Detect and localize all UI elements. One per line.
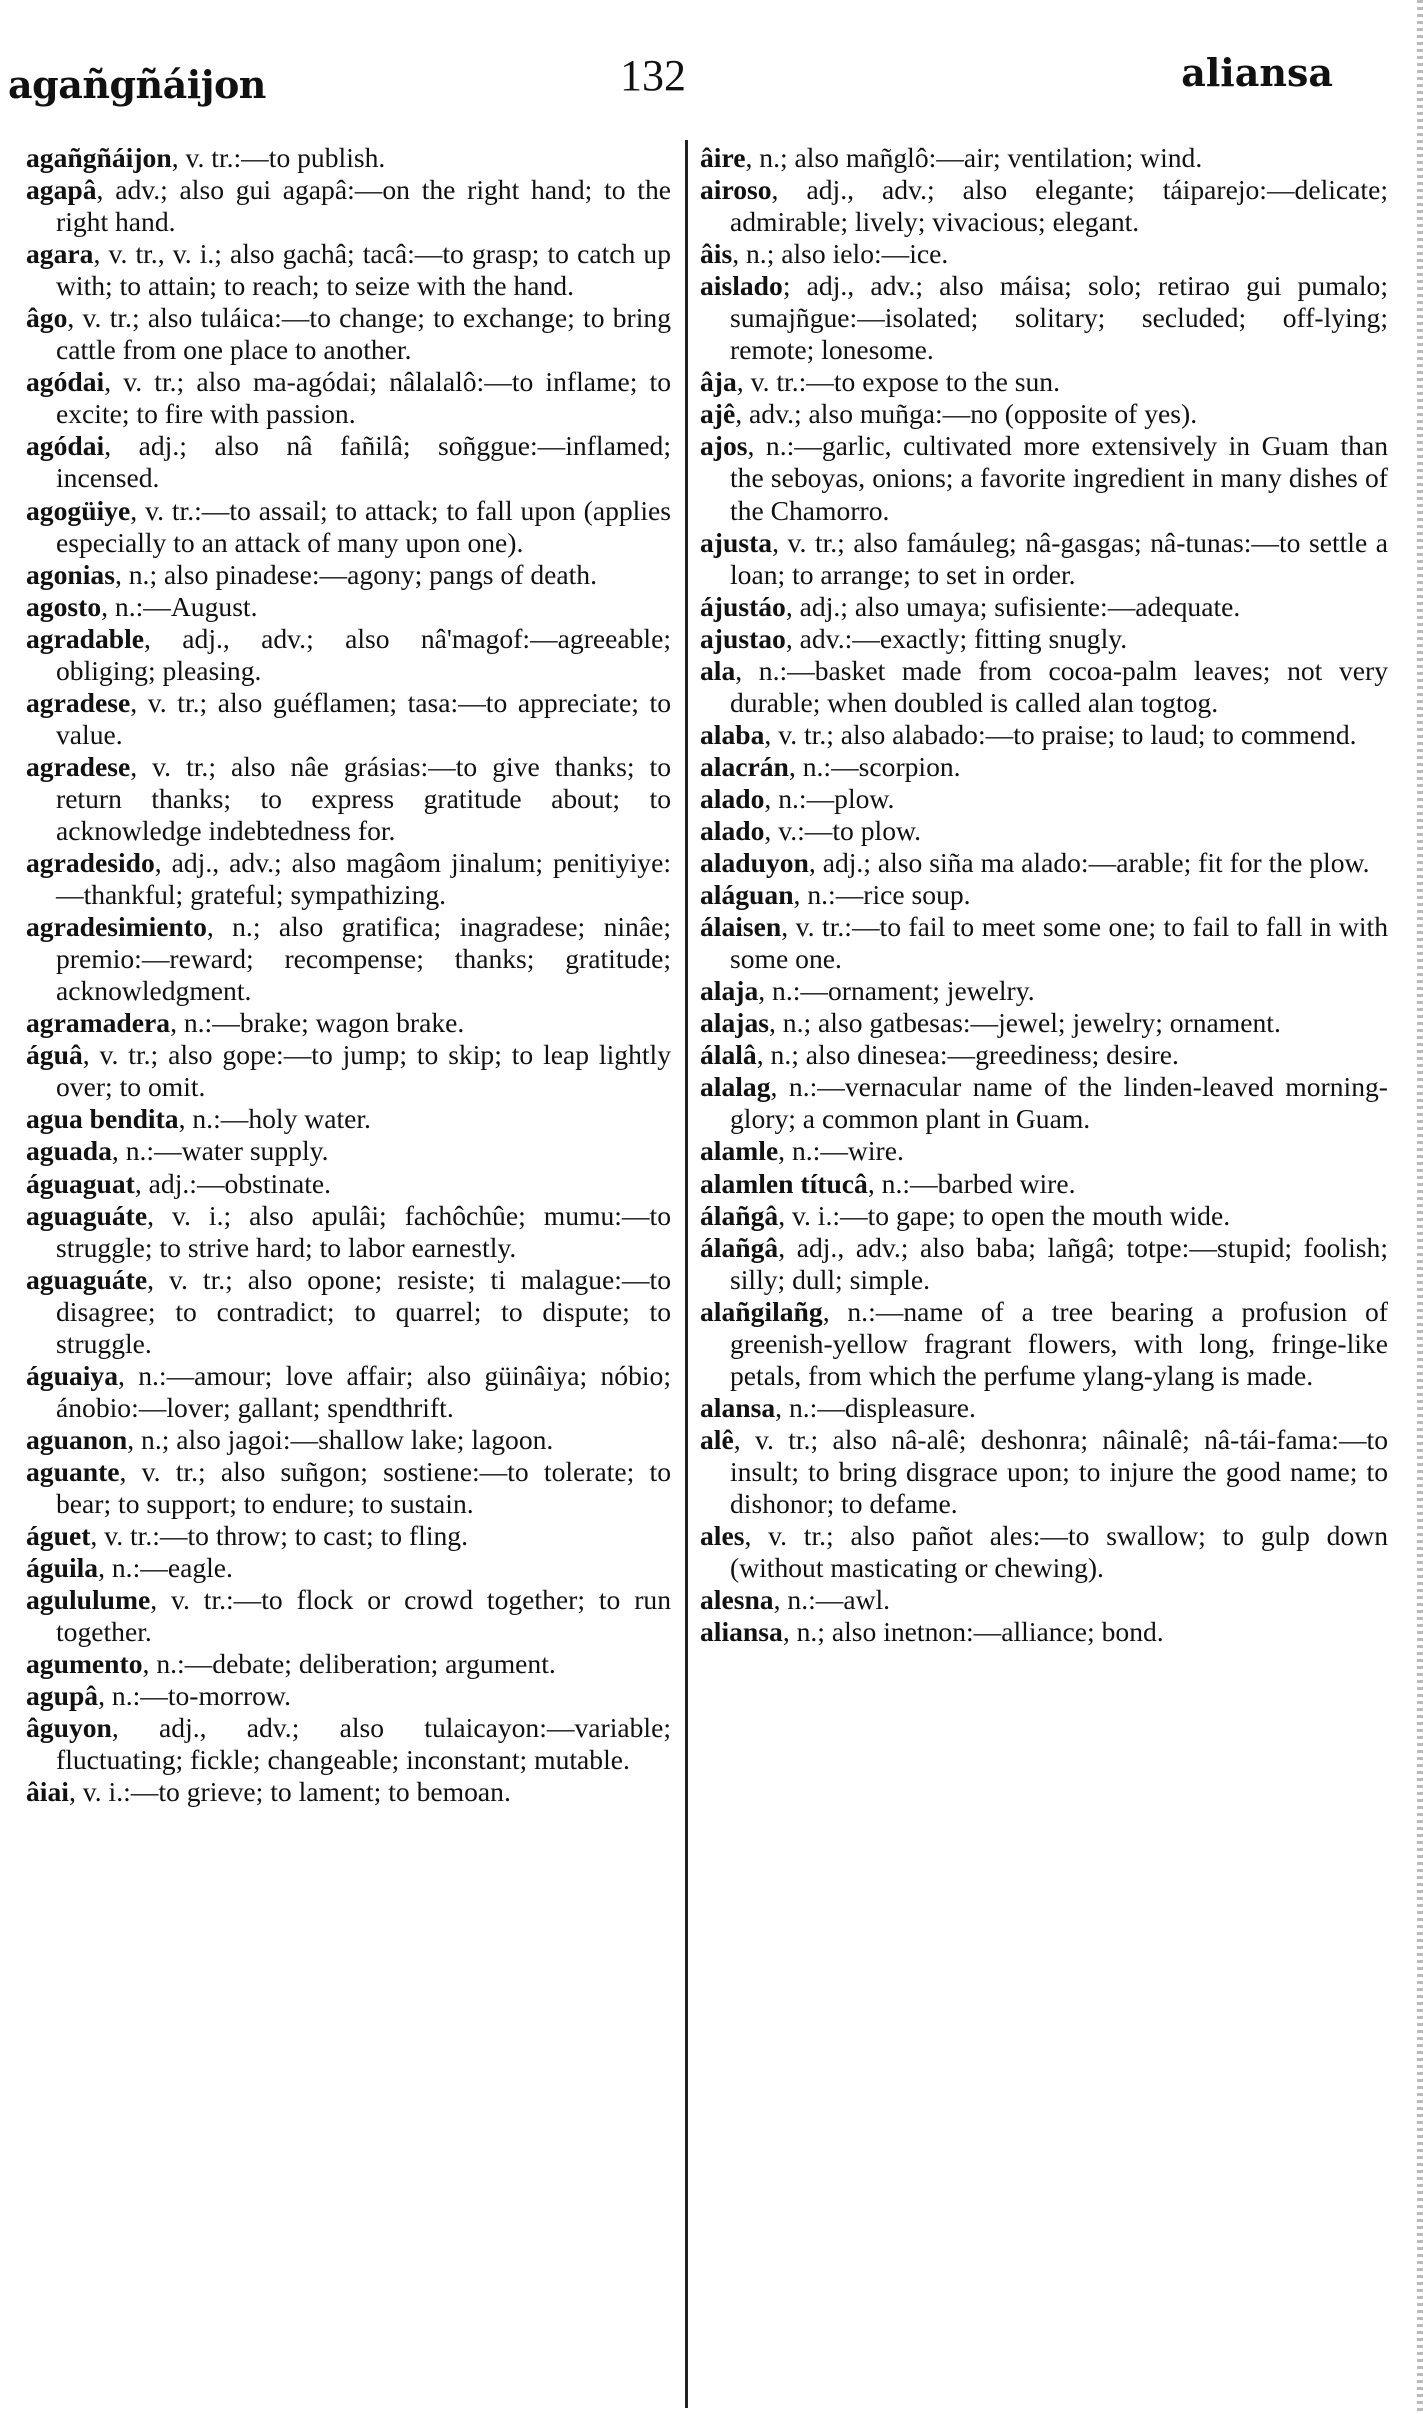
headword: aguaguáte bbox=[26, 1263, 148, 1295]
dictionary-entry: aladuyon, adj.; also siña ma alado:—arable; fit for the plow. bbox=[700, 847, 1370, 879]
dictionary-entry: águaguat, adj.:—obstinate. bbox=[26, 1167, 332, 1199]
dictionary-entry: aguada, n.:—water supply. bbox=[26, 1135, 329, 1167]
dictionary-entry: agululume, v. tr.:—to flock or crowd together; to run together. bbox=[26, 1584, 671, 1648]
headword: âguyon bbox=[26, 1712, 112, 1744]
page-edge bbox=[1417, 0, 1423, 2414]
dictionary-entry: águaiya, n.:—amour; love affair; also güinâiya; nóbio; ánobio:—lover; gallant; spendthrift. bbox=[26, 1359, 671, 1423]
left-guide-word: agañgñáijon bbox=[8, 62, 266, 107]
right-guide-word: aliansa bbox=[1181, 50, 1333, 95]
headword: agumento bbox=[26, 1648, 143, 1680]
dictionary-entry: alansa, n.:—displeasure. bbox=[700, 1391, 976, 1423]
headword: aguaguáte bbox=[26, 1199, 148, 1231]
headword: aguanon bbox=[26, 1423, 128, 1455]
dictionary-entry: agapâ, adv.; also gui agapâ:—on the right hand; to the right hand. bbox=[26, 174, 671, 238]
headword: águâ bbox=[26, 1039, 83, 1071]
headword: águaguat bbox=[26, 1167, 135, 1199]
headword: aguada bbox=[26, 1135, 112, 1167]
headword: álañgâ bbox=[700, 1199, 779, 1231]
headword: âgo bbox=[26, 302, 68, 334]
dictionary-entry: águet, v. tr.:—to throw; to cast; to fling. bbox=[26, 1520, 468, 1552]
dictionary-entry: alajas, n.; also gatbesas:—jewel; jewelry; ornament. bbox=[700, 1007, 1281, 1039]
dictionary-entry: alamle, n.:—wire. bbox=[700, 1135, 904, 1167]
headword: ajusta bbox=[700, 526, 773, 558]
dictionary-entry: álañgâ, v. i.:—to gape; to open the mouth wide. bbox=[700, 1199, 1231, 1231]
dictionary-entry: alalag, n.:—vernacular name of the linden-leaved morning-glory; a common plant in Guam. bbox=[700, 1071, 1388, 1135]
dictionary-entry: alê, v. tr.; also nâ-alê; deshonra; nâinalê; nâ-tái-fama:—to insult; to bring disgrace upon; to injure the good name; to dishonor; to defame. bbox=[700, 1423, 1388, 1519]
headword: agramadera bbox=[26, 1007, 171, 1039]
dictionary-entry: agradese, v. tr.; also guéflamen; tasa:—to appreciate; to value. bbox=[26, 686, 671, 750]
dictionary-entry: ales, v. tr.; also pañot ales:—to swallow; to gulp down (without masticating or chewing). bbox=[700, 1520, 1388, 1584]
dictionary-entry: âgo, v. tr.; also tuláica:—to change; to exchange; to bring cattle from one place to another. bbox=[26, 302, 671, 366]
dictionary-entry: âis, n.; also ielo:—ice. bbox=[700, 238, 949, 270]
headword: ajê bbox=[700, 398, 736, 430]
left-column bbox=[26, 142, 671, 2410]
dictionary-entry: agonias, n.; also pinadese:—agony; pangs of death. bbox=[26, 558, 597, 590]
headword: agara bbox=[26, 238, 94, 270]
headword: alansa bbox=[700, 1391, 776, 1423]
dictionary-entry: agramadera, n.:—brake; wagon brake. bbox=[26, 1007, 465, 1039]
headword: agradable bbox=[26, 622, 145, 654]
dictionary-entry: aguante, v. tr.; also suñgon; sostiene:—to tolerate; to bear; to support; to endure; to sustain. bbox=[26, 1455, 671, 1519]
headword: agradesimiento bbox=[26, 911, 207, 943]
headword: agódai bbox=[26, 430, 105, 462]
dictionary-entry: aguaguáte, v. tr.; also opone; resiste; ti malague:—to disagree; to contradict; to quarrel; to dispute; to struggle. bbox=[26, 1263, 671, 1359]
dictionary-entry: agumento, n.:—debate; deliberation; argument. bbox=[26, 1648, 556, 1680]
dictionary-entry: airoso, adj., adv.; also elegante; táiparejo:—delicate; admirable; lively; vivacious; elegant. bbox=[700, 174, 1388, 238]
headword: águet bbox=[26, 1520, 91, 1552]
dictionary-entry: agradable, adj., adv.; also nâ'magof:—agreeable; obliging; pleasing. bbox=[26, 622, 671, 686]
headword: ajos bbox=[700, 430, 748, 462]
headword: aislado bbox=[700, 270, 783, 302]
dictionary-entry: ajê, adv.; also muñga:—no (opposite of yes). bbox=[700, 398, 1198, 430]
headword: agupâ bbox=[26, 1680, 99, 1712]
dictionary-entry: agua bendita, n.:—holy water. bbox=[26, 1103, 371, 1135]
right-column bbox=[700, 142, 1388, 2410]
headword: alalag bbox=[700, 1071, 771, 1103]
headword: ájustáo bbox=[700, 590, 786, 622]
dictionary-entry: agradesido, adj., adv.; also magâom jinalum; penitiyiye:—thankful; grateful; sympathizing. bbox=[26, 847, 671, 911]
headword: alamle bbox=[700, 1135, 779, 1167]
dictionary-entry: agogüiye, v. tr.:—to assail; to attack; to fall upon (applies especially to an attack of many upon one). bbox=[26, 494, 671, 558]
dictionary-entry: âguyon, adj., adv.; also tulaicayon:—variable; fluctuating; fickle; changeable; inconstant; mutable. bbox=[26, 1712, 671, 1776]
headword: alajas bbox=[700, 1007, 769, 1039]
headword: álañgâ bbox=[700, 1231, 779, 1263]
dictionary-entry: aláguan, n.:—rice soup. bbox=[700, 879, 971, 911]
headword: aguante bbox=[26, 1455, 120, 1487]
dictionary-entry: ajusta, v. tr.; also famáuleg; nâ-gasgas; nâ-tunas:—to settle a loan; to arrange; to set in order. bbox=[700, 526, 1388, 590]
dictionary-entry: aliansa, n.; also inetnon:—alliance; bond. bbox=[700, 1616, 1164, 1648]
headword: alê bbox=[700, 1423, 734, 1455]
headword: álaisen bbox=[700, 911, 782, 943]
dictionary-entry: águâ, v. tr.; also gope:—to jump; to skip; to leap lightly over; to omit. bbox=[26, 1039, 671, 1103]
headword: airoso bbox=[700, 174, 772, 206]
headword: agonias bbox=[26, 558, 115, 590]
dictionary-entry: alado, v.:—to plow. bbox=[700, 814, 922, 846]
dictionary-entry: ajustao, adv.:—exactly; fitting snugly. bbox=[700, 622, 1128, 654]
headword: ala bbox=[700, 654, 736, 686]
headword: agogüiye bbox=[26, 494, 131, 526]
page-header bbox=[0, 0, 1423, 140]
dictionary-entry: agara, v. tr., v. i.; also gachâ; tacâ:—to grasp; to catch up with; to attain; to reach; to seize with the hand. bbox=[26, 238, 671, 302]
headword: âire bbox=[700, 142, 746, 173]
headword: agua bendita bbox=[26, 1103, 179, 1135]
headword: agradese bbox=[26, 750, 131, 782]
headword: alesna bbox=[700, 1584, 774, 1616]
dictionary-entry: ajos, n.:—garlic, cultivated more extensively in Guam than the seboyas, onions; a favorite ingredient in many dishes of the Chamorro. bbox=[700, 430, 1388, 526]
dictionary-entry: âja, v. tr.:—to expose to the sun. bbox=[700, 366, 1060, 398]
headword: alado bbox=[700, 814, 765, 846]
headword: alado bbox=[700, 782, 765, 814]
dictionary-entry: alaja, n.:—ornament; jewelry. bbox=[700, 975, 1035, 1007]
headword: ales bbox=[700, 1520, 745, 1552]
dictionary-entry: agupâ, n.:—to-morrow. bbox=[26, 1680, 291, 1712]
headword: ajustao bbox=[700, 622, 786, 654]
headword: agosto bbox=[26, 590, 102, 622]
headword: agapâ bbox=[26, 174, 97, 206]
dictionary-entry: aguaguáte, v. i.; also apulâi; fachôchûe; mumu:—to struggle; to strive hard; to labor earnestly. bbox=[26, 1199, 671, 1263]
dictionary-entry: agañgñáijon, v. tr.:—to publish. bbox=[26, 142, 386, 173]
headword: alaba bbox=[700, 718, 765, 750]
dictionary-entry: agódai, adj.; also nâ fañilâ; soñggue:—inflamed; incensed. bbox=[26, 430, 671, 494]
dictionary-entry: álaisen, v. tr.:—to fail to meet some one; to fail to fall in with some one. bbox=[700, 911, 1388, 975]
dictionary-entry: aislado; adj., adv.; also máisa; solo; retirao gui pumalo; sumajñgue:—isolated; solitary; secluded; off-lying; remote; lonesome. bbox=[700, 270, 1388, 366]
dictionary-entry: âiai, v. i.:—to grieve; to lament; to bemoan. bbox=[26, 1776, 511, 1808]
headword: águila bbox=[26, 1552, 99, 1584]
headword: alamlen títucâ bbox=[700, 1167, 868, 1199]
headword: alacrán bbox=[700, 750, 789, 782]
headword: agululume bbox=[26, 1584, 151, 1616]
dictionary-entry: alañgilañg, n.:—name of a tree bearing a profusion of greenish-yellow fragrant flowers, with long, fringe-like petals, from which the perfume ylang-ylang is made. bbox=[700, 1295, 1388, 1391]
headword: alañgilañg bbox=[700, 1295, 823, 1327]
page-number: 132 bbox=[620, 51, 686, 100]
headword: âis bbox=[700, 238, 733, 270]
headword: álalâ bbox=[700, 1039, 757, 1071]
headword: agradesido bbox=[26, 847, 155, 879]
dictionary-entry: alado, n.:—plow. bbox=[700, 782, 895, 814]
dictionary-entry: ájustáo, adj.; also umaya; sufisiente:—adequate. bbox=[700, 590, 1241, 622]
headword: aláguan bbox=[700, 879, 794, 911]
dictionary-entry: águila, n.:—eagle. bbox=[26, 1552, 233, 1584]
dictionary-entry: alaba, v. tr.; also alabado:—to praise; to laud; to commend. bbox=[700, 718, 1357, 750]
dictionary-entry: aguanon, n.; also jagoi:—shallow lake; lagoon. bbox=[26, 1423, 554, 1455]
headword: âja bbox=[700, 366, 737, 398]
headword: agódai bbox=[26, 366, 105, 398]
dictionary-entry: agradese, v. tr.; also nâe grásias:—to give thanks; to return thanks; to express gratitude about; to acknowledge indebtedness for. bbox=[26, 750, 671, 846]
dictionary-entry: âire, n.; also mañglô:—air; ventilation; wind. bbox=[700, 142, 1203, 173]
dictionary-entry: agosto, n.:—August. bbox=[26, 590, 258, 622]
headword: agradese bbox=[26, 686, 131, 718]
dictionary-entry: ala, n.:—basket made from cocoa-palm leaves; not very durable; when doubled is called alan togtog. bbox=[700, 654, 1388, 718]
dictionary-entry: agódai, v. tr.; also ma-agódai; nâlalalô:—to inflame; to excite; to fire with passion. bbox=[26, 366, 671, 430]
dictionary-entry: álañgâ, adj., adv.; also baba; lañgâ; totpe:—stupid; foolish; silly; dull; simple. bbox=[700, 1231, 1388, 1295]
dictionary-entry: alamlen títucâ, n.:—barbed wire. bbox=[700, 1167, 1076, 1199]
headword: aliansa bbox=[700, 1616, 783, 1648]
headword: agañgñáijon bbox=[26, 142, 172, 173]
headword: âiai bbox=[26, 1776, 69, 1808]
dictionary-entry: agradesimiento, n.; also gratifica; inagradese; ninâe; premio:—reward; recompense; thanks; gratitude; acknowledgment. bbox=[26, 911, 671, 1007]
headword: águaiya bbox=[26, 1359, 118, 1391]
headword: aladuyon bbox=[700, 847, 809, 879]
dictionary-entry: alacrán, n.:—scorpion. bbox=[700, 750, 961, 782]
headword: alaja bbox=[700, 975, 759, 1007]
dictionary-entry: álalâ, n.; also dinesea:—greediness; desire. bbox=[700, 1039, 1179, 1071]
column-divider bbox=[685, 140, 688, 2408]
dictionary-entry: alesna, n.:—awl. bbox=[700, 1584, 891, 1616]
